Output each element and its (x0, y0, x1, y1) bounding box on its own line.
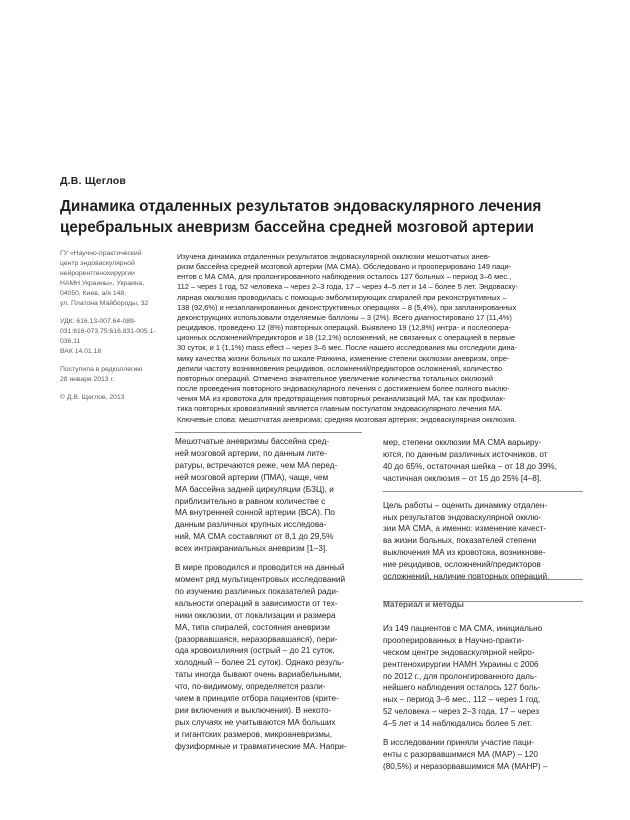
text-line: кальности операций в зависимости от тех- (175, 598, 338, 608)
text-line: ются, по данным различных источников, от (383, 449, 548, 459)
abstract-line: деконструкциях использовали отделяемые баллоны – 3 (2%). Всего диагностировано 17 (11,4%) (177, 312, 512, 322)
udc-line: 036.11 (60, 337, 81, 345)
text-line: (80,5%) и неразорвавшимися МА (МАНР) – (383, 761, 548, 771)
abstract-line: ционных осложнений/предикторов и 18 (12,1%) осложнений, не связанных с операцией в первые (177, 333, 516, 343)
text-line: всех интракраниальных аневризм [1–3]. (175, 544, 328, 554)
title-line: Динамика отдаленных результатов эндоваскулярного лечения (60, 198, 542, 215)
abstract-line: 30 суток, и 1 (1,1%) mass effect – через 3–6 мес. После нашего исследования мы отследили дина- (177, 343, 518, 353)
affiliation-line: нейрорентгенохирургии (60, 269, 135, 277)
received-line: Поступила в редколлегию (60, 366, 143, 374)
abstract-line: мику качества жизни больных по шкале Ранкина, изменение степени окклюзии аневризм, опре- (177, 353, 510, 363)
abstract-line: тика повторных кровоизлияний является главным постулатом эндоваскулярного лечения МА. (177, 404, 502, 414)
text-line: и гигантских размеров, микроаневризмы, (175, 729, 333, 739)
text-line: В мире проводился и проводится на данный (175, 563, 345, 573)
paragraph (383, 437, 573, 485)
udc-line: 031:616-073.75:616.831-005.1- (60, 327, 156, 335)
text-line: 52 человека – через 2–3 года, 17 – через (383, 707, 540, 717)
article-sidebar (60, 249, 168, 412)
text-line: прооперированных в Научно-практи- (383, 635, 524, 645)
body-column-left (175, 436, 365, 760)
text-line: ней мозговой артерии, по данным лите- (175, 448, 327, 458)
text-line: данным различных крупных исследова- (175, 520, 327, 530)
abstract-line: 112 – через 1 год, 52 человека – через 2–3 года, 17 – через 4–5 лет и 14 – более 5 лет. Эндоваску- (177, 282, 518, 292)
affiliation-line: НАМН Украины», Украина, (60, 279, 145, 287)
abstract-line: ентов с МА СМА, для пролонгированного наблюдения осталось 127 больных – период 3–6 мес., (177, 272, 512, 282)
article-title (60, 196, 580, 238)
text-line: таты иногда бывают очень вариабельными, (175, 670, 342, 680)
text-line: ных результатов эндоваскулярной окклю- (383, 512, 542, 522)
text-line: что, по-видимому, определяется разли- (175, 682, 326, 692)
abstract-line: повторных операций. Отмечено значительное увеличение количества тотальных окклюзий (177, 373, 493, 383)
text-line: частичная окклюзия – от 15 до 25% [4–8]. (383, 473, 542, 483)
text-line: рии включения и выключения). В некото- (175, 705, 332, 715)
text-line: фузиформные и травматические МА. Напри- (175, 741, 347, 751)
text-line: момент ряд мультицентровых исследований (175, 574, 346, 584)
abstract-line: рецидивов, проведено 12 (8%) повторных операций. Выявлено 19 (12,8%) интра- и послеопера- (177, 323, 511, 333)
text-line: рых случаях не учитываются МА больших (175, 717, 336, 727)
affiliation-line: ул. Платона Майбороды, 32 (60, 299, 149, 307)
affiliation-line: ГУ «Научно-практический (60, 250, 142, 257)
text-line: МА бассейна задней циркуляции (БЗЦ), и (175, 484, 334, 494)
text-line: 40 до 65%, остаточная шейка – от 18 до 39%, (383, 461, 557, 471)
abstract-line: лярная окклюзия проводилась с помощью эмболизирующих спиралей при реконструктивных – (177, 292, 507, 302)
udc-line: ВАК 14.01.18 (60, 347, 102, 355)
text-line: ний, МА СМА составляют от 8,1 до 29,5% (175, 532, 334, 542)
text-line: МА, типа спиралей, состояния аневризм (175, 622, 330, 632)
author-name: Д.В. Щеглов (60, 175, 127, 187)
paragraph (383, 500, 573, 583)
text-line: ние рецидивов, осложнений/предикторов (383, 560, 541, 570)
text-line: выключения МА из кровотока, возникнове- (383, 548, 546, 558)
text-line: Цель работы – оценить динамику отдален- (383, 500, 548, 510)
paragraph (175, 562, 365, 753)
copyright (60, 393, 168, 403)
paragraph (175, 436, 365, 555)
udc-line: УДК: 616.13-007.64-089- (60, 317, 137, 325)
abstract-line: 138 (92,6%) и незапланированных деконструктивных операциях – 8 (5,4%), при запланированных (177, 302, 517, 312)
affiliation-line: 04050, Киев, а/я 148, (60, 289, 127, 297)
title-line: церебральных аневризм бассейна средней мозговой артерии (60, 219, 534, 236)
column-divider-rule (175, 432, 362, 433)
abstract-line: ризм бассейна средней мозговой артерии (МА СМА). Обследовано и прооперировано 149 паци- (177, 262, 512, 272)
text-line: ческом центре эндоваскулярной нейро- (383, 647, 535, 657)
text-line: ней мозговой артерии (ПМА), чаще, чем (175, 472, 329, 482)
affiliation (60, 249, 168, 308)
text-line: рентгенохирургии НАМН Украины с 2006 (383, 659, 539, 669)
abstract-line: делили частоту возникновения рецидивов, осложнений/предикторов осложнений, количество (177, 363, 503, 373)
text-line: ода кровоизлияния (острый – до 21 суток, (175, 646, 335, 656)
text-line: холодный – более 21 суток). Однако резуль- (175, 658, 345, 668)
text-line: нейшего наблюдения осталось 127 боль- (383, 683, 541, 693)
text-line: мер, степени окклюзии МА СМА варьиру- (383, 438, 542, 447)
text-line: по 2012 г., для пролонгированного даль- (383, 671, 537, 681)
text-line: В исследовании приняли участие паци- (383, 738, 535, 748)
copyright-line: © Д.В. Щеглов, 2013 (60, 394, 125, 402)
abstract-line: после проведения повторного эндоваскулярного лечения с достижением более полного выклю- (177, 384, 510, 394)
text-line: (разорвавшаяся, неразорвавшаяся), пери- (175, 634, 338, 644)
keywords-line: Ключевые слова: мешотчатая аневризма; средняя мозговая артерия; эндоваскулярная окклюзия. (177, 414, 517, 424)
text-line: ных – период 3–6 мес., 112 – через 1 год, (383, 695, 541, 705)
received-line: 28 января 2013 г. (60, 375, 115, 383)
paragraph (383, 623, 573, 730)
text-line: чием в принципе отбора пациентов (крите- (175, 694, 339, 704)
abstract-line: Изучена динамика отдаленных результатов эндоваскулярной окклюзии мешотчатых анев- (177, 252, 491, 261)
text-line: зии МА СМА, а именно: изменение качест- (383, 524, 547, 534)
affiliation-line: центр эндоваскулярной (60, 259, 135, 267)
text-line: Из 149 пациентов с МА СМА, инициально (383, 623, 543, 633)
text-line: Мешотчатые аневризмы бассейна сред- (175, 437, 330, 446)
section-heading: Материал и методы (383, 599, 464, 609)
abstract-line: чения МА из кровотока для предотвращения повторных реканализаций МА, так как профилак- (177, 394, 506, 404)
paragraph (383, 737, 573, 773)
text-line: 4–5 лет и 14 наблюдались более 5 лет. (383, 719, 532, 729)
text-line: МА внутренней сонной артерии (ВСА). По (175, 508, 335, 518)
received-date (60, 365, 168, 385)
text-line: ники окклюзии, от локализации и размера (175, 610, 336, 620)
text-line: ва жизни больных, показателей степени (383, 536, 537, 546)
udc-codes (60, 317, 168, 357)
text-line: приблизительно в равном количестве с (175, 496, 326, 506)
text-line: ратуры, встречаются реже, чем МА перед- (175, 460, 338, 470)
text-line: по изучению различных показателей ради- (175, 586, 339, 596)
text-line: енты с разорвавшимися МА (МАР) – 120 (383, 749, 538, 759)
abstract (177, 252, 575, 425)
body-column-right (383, 437, 573, 780)
text-line: осложнений, наличие повторных операций. (383, 572, 550, 582)
